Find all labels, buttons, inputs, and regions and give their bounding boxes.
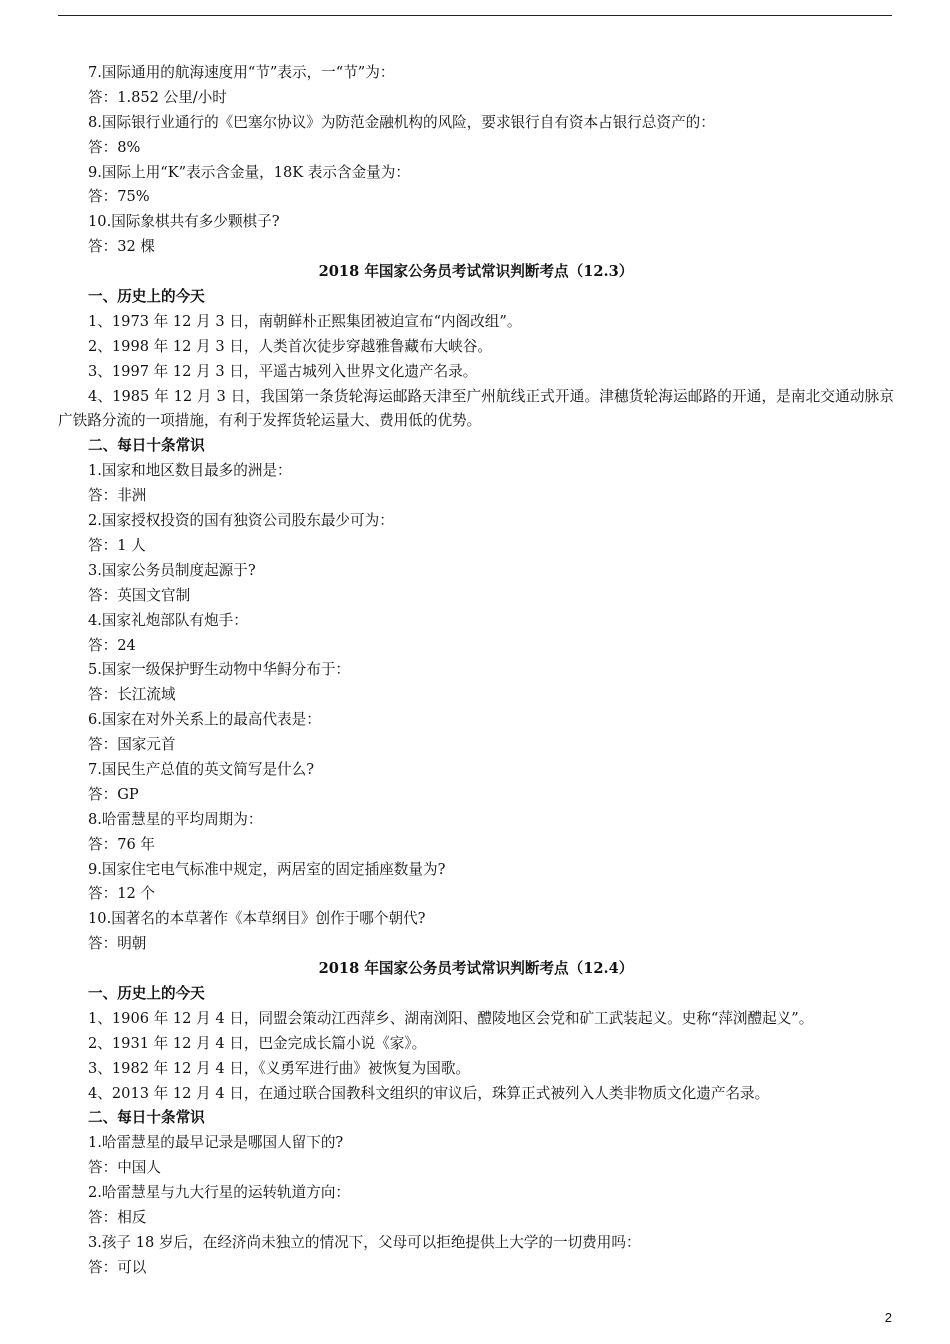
question-line: 8.国际银行业通行的《巴塞尔协议》为防范金融机构的风险，要求银行自有资本占银行总资产的： bbox=[88, 113, 715, 131]
answer-line: 答：1.852 公里/小时 bbox=[88, 88, 227, 106]
question-line: 8.哈雷慧星的平均周期为： bbox=[88, 810, 263, 828]
answer-line: 答：75% bbox=[88, 188, 150, 206]
paragraph: 4、1985 年 12 月 3 日，我国第一条货轮海运邮路天津至广州航线正式开通。津穗货轮海运邮路的开通，是南北交通动脉京广铁路分流的一项措施，有利于发挥货轮运量大、费用低的优势。 bbox=[58, 387, 894, 430]
answer-line: 答：非洲 bbox=[88, 487, 147, 505]
question-line: 7.国际通用的航海速度用“节”表示，一“节”为： bbox=[88, 64, 395, 81]
document-body bbox=[58, 61, 894, 1281]
section-heading: 一、历史上的今天 bbox=[88, 984, 205, 1002]
question-line: 4、2013 年 12 月 4 日，在通过联合国教科文组织的审议后，珠算正式被列入人类非物质文化遗产名录。 bbox=[88, 1084, 770, 1102]
question-line: 1.哈雷慧星的最早记录是哪国人留下的? bbox=[88, 1134, 344, 1152]
header-rule bbox=[58, 15, 892, 16]
question-line: 7.国民生产总值的英文简写是什么? bbox=[88, 760, 315, 778]
answer-line: 答：24 bbox=[88, 636, 136, 654]
question-line: 10.国际象棋共有多少颗棋子? bbox=[88, 213, 280, 231]
question-line: 10.国著名的本草著作《本草纲目》创作于哪个朝代? bbox=[88, 910, 426, 928]
question-line: 2、1931 年 12 月 4 日，巴金完成长篇小说《家》。 bbox=[88, 1034, 427, 1052]
answer-line: 答：GP bbox=[88, 785, 139, 803]
page-number: 2 bbox=[884, 1310, 892, 1325]
answer-line: 答：可以 bbox=[88, 1258, 147, 1276]
answer-line: 答：1 人 bbox=[88, 536, 146, 554]
answer-line: 答：8% bbox=[88, 138, 141, 156]
question-line: 3.孩子 18 岁后，在经济尚未独立的情况下，父母可以拒绝提供上大学的一切费用吗： bbox=[88, 1233, 641, 1251]
answer-line: 答：76 年 bbox=[88, 835, 155, 853]
answer-line: 答：32 棵 bbox=[88, 238, 155, 256]
answer-line: 答：英国文官制 bbox=[88, 586, 191, 604]
question-line: 3.国家公务员制度起源于? bbox=[88, 561, 256, 579]
section-heading: 二、每日十条常识 bbox=[88, 1109, 205, 1127]
question-line: 1.国家和地区数目最多的洲是： bbox=[88, 462, 292, 480]
section-title: 2018 年国家公务员考试常识判断考点（12.4） bbox=[318, 960, 634, 978]
section-heading: 一、历史上的今天 bbox=[88, 288, 205, 306]
question-line: 5.国家一级保护野生动物中华鲟分布于： bbox=[88, 661, 351, 679]
question-line: 2.哈雷慧星与九大行星的运转轨道方向： bbox=[88, 1184, 351, 1202]
question-line: 4.国家礼炮部队有炮手： bbox=[88, 611, 248, 629]
answer-line: 答：12 个 bbox=[88, 885, 155, 903]
question-line: 2、1998 年 12 月 3 日，人类首次徒步穿越雅鲁藏布大峡谷。 bbox=[88, 337, 492, 355]
question-line: 3、1982 年 12 月 4 日，《义勇军进行曲》被恢复为国歌。 bbox=[88, 1059, 471, 1077]
section-heading: 二、每日十条常识 bbox=[88, 437, 205, 455]
question-line: 1、1906 年 12 月 4 日，同盟会策动江西萍乡、湖南浏阳、醴陵地区会党和矿工武装起义。史称“萍浏醴起义”。 bbox=[88, 1009, 814, 1027]
answer-line: 答：明朝 bbox=[88, 935, 147, 953]
question-line: 1、1973 年 12 月 3 日，南朝鲜朴正熙集团被迫宣布“内阁改组”。 bbox=[88, 312, 522, 330]
answer-line: 答：中国人 bbox=[88, 1159, 161, 1177]
question-line: 6.国家在对外关系上的最高代表是： bbox=[88, 711, 321, 729]
answer-line: 答：相反 bbox=[88, 1209, 147, 1226]
question-line: 9.国家住宅电气标准中规定，两居室的固定插座数量为? bbox=[88, 860, 446, 878]
question-line: 3、1997 年 12 月 3 日，平遥古城列入世界文化遗产名录。 bbox=[88, 362, 478, 380]
question-line: 9.国际上用“K”表示含金量，18K 表示含金量为： bbox=[88, 163, 410, 181]
question-line: 2.国家授权投资的国有独资公司股东最少可为： bbox=[88, 512, 394, 530]
section-title: 2018 年国家公务员考试常识判断考点（12.3） bbox=[318, 263, 634, 281]
answer-line: 答：国家元首 bbox=[88, 736, 176, 754]
answer-line: 答：长江流域 bbox=[88, 686, 176, 704]
